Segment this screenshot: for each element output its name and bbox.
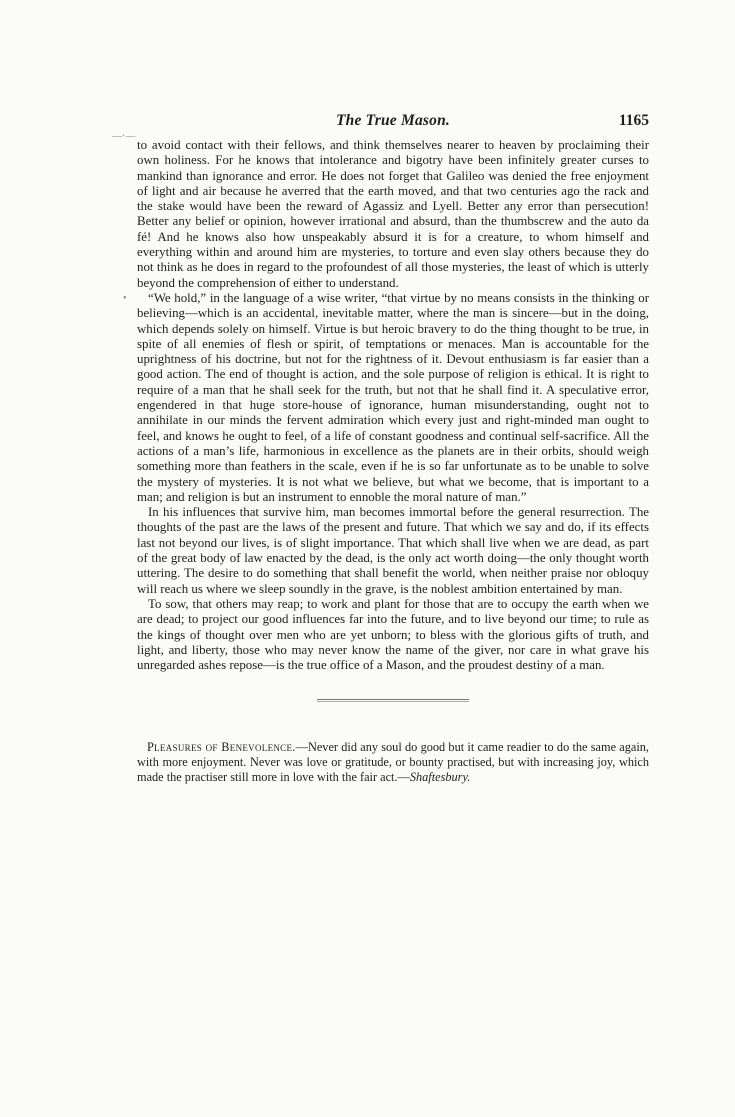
page-number: 1165 xyxy=(618,112,649,129)
running-head-title: The True Mason. xyxy=(336,112,450,129)
footnote-text: —Never did any soul do good but it came readier to do the same again, with more enjoyment. Never was love or gratitude, or bounty practised, but with increasing joy, which made the practiser still more in love with the fair act.— xyxy=(137,740,650,785)
paragraph: to avoid contact with their fellows, and think themselves nearer to heaven by proclaiming their own holiness. For he knows that intolerance and bigotry have been infinitely greater curses to mankind than ignorance and error. He does not forget that Galileo was denied the free enjoyment of light and air because he averred that the earth moved, and that two centuries ago the rack and the stake would have been the reward of Agassiz and Lyell. Better any error than persecution! Better any belief or opinion, however irrational and absurd, than the thumbscrew and the auto da fé! And he knows also how unspeakably absurd it is for a creature, to whom himself and everything within and around him are mysteries, to torture and even slay others because they do not think as he does in regard to the profoundest of all those mysteries, the least of which is utterly beyond the comprehension of either to understand. xyxy=(137,138,649,290)
footnote-heading: Pleasures of Benevolence. xyxy=(147,740,296,755)
section-divider xyxy=(317,699,469,702)
running-head xyxy=(137,112,649,138)
margin-mark: • xyxy=(123,293,127,304)
footnote-attribution: Shaftesbury. xyxy=(409,770,471,785)
paragraph: “We hold,” in the language of a wise writer, “that virtue by no means consists in the thinking or believing—which is an accidental, inevitable matter, where the man is sincere—but in the doing, which depends solely on himself. Virtue is but heroic bravery to do the thing thought to be true, in spite of all enemies of flesh or spirit, of temptations or menaces. Man is accountable for the uprightness of his doctrine, but not for the rightness of it. Devout enthusiasm is far easier than a good action. The end of thought is action, and the sole purpose of religion is ethical. It is right to require of a man that he shall seek for the truth, but not that he shall find it. A speculative error, engendered in that huge store-house of ignorance, human misunderstanding, ought not to annihilate in our minds the fervent admiration which every just and right-minded man ought to feel, and knows he ought to feel, of a life of constant goodness and continual self-sacrifice. All the actions of a man’s life, harmonious in excellence as the planets are in their orbits, should weigh something more than feathers in the scale, even if he is so far unfortunate as to be unable to solve the mystery of mysteries. It is not what we believe, but what we become, that is important to a man; and religion is but an instrument to ennoble the moral nature of man.” xyxy=(137,290,649,504)
paragraph: In his influences that survive him, man becomes immortal before the general resurrection. The thoughts of the past are the laws of the present and future. That which we say and do, if its effects last not beyond our lives, is of slight importance. That which shall live when we are dead, as part of the great body of law enacted by the dead, is the only act worth doing—the only thought worth uttering. The desire to do something that shall benefit the world, when neither praise nor obloquy will reach us where we sleep soundly in the grave, is the noblest ambition entertained by man. xyxy=(137,505,649,596)
paragraph: To sow, that others may reap; to work and plant for those that are to occupy the earth when we are dead; to project our good influences far into the future, and to live beyond our time; to rule as the kings of thought over men who are yet unborn; to bless with the glorious gifts of truth, and light, and liberty, those who may never know the name of the giver, nor care in what grave his unregarded ashes repose—is the true office of a Mason, and the proudest destiny of a man. xyxy=(137,596,649,673)
margin-mark: —·— xyxy=(112,131,136,142)
book-page xyxy=(137,112,649,798)
footnote xyxy=(137,740,649,785)
body-text xyxy=(137,138,649,673)
